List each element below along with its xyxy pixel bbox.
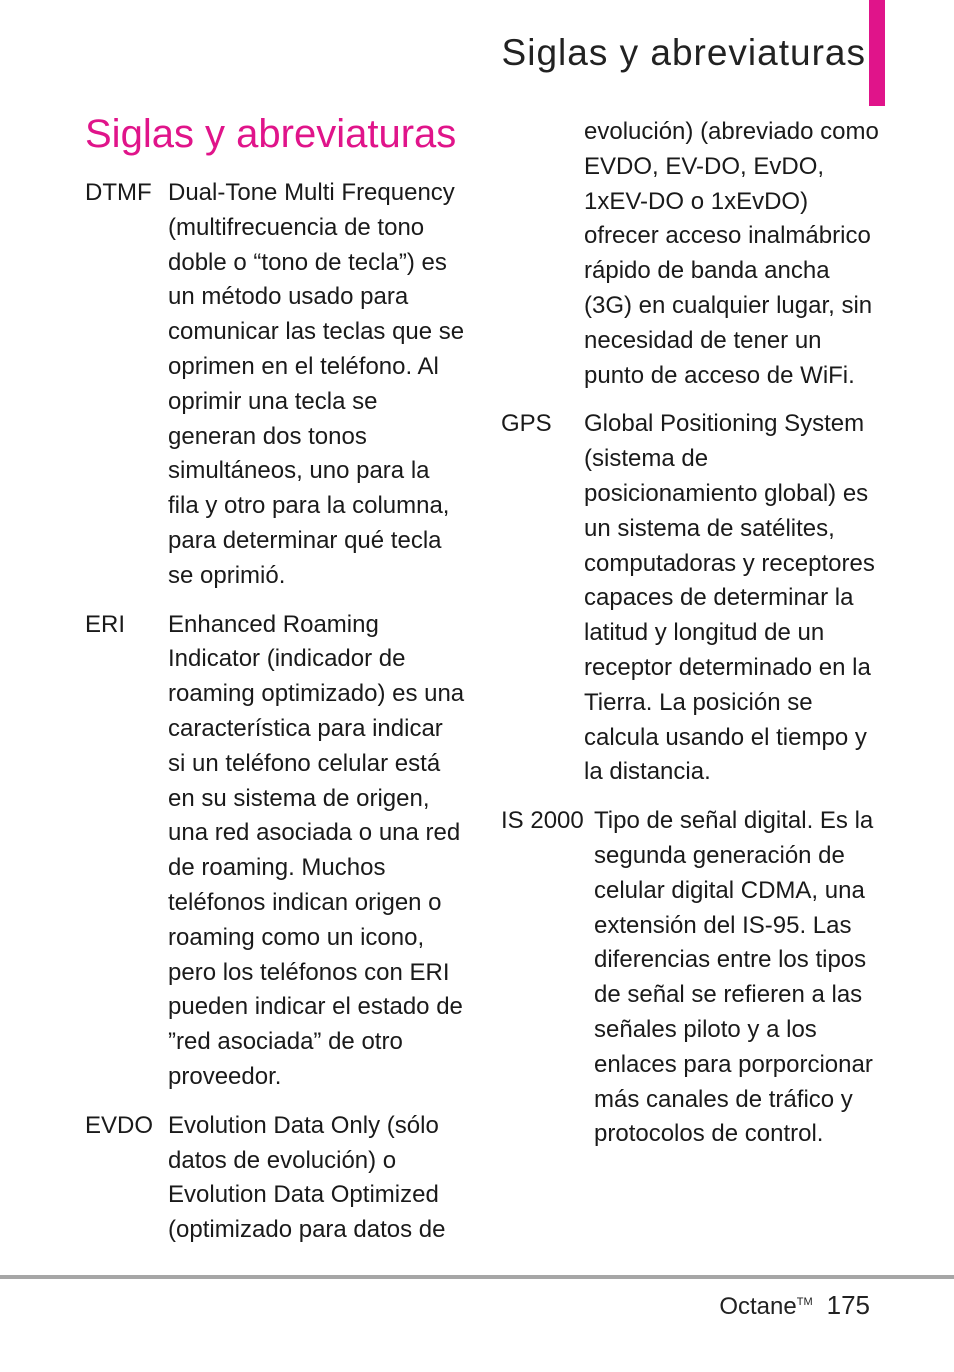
section-tab-marker <box>869 0 885 106</box>
glossary-term: DTMF <box>85 179 152 206</box>
glossary-definition: Tipo de señal digital. Es la segunda generación de celular digital CDMA, una extensión del IS-95. Las diferencias entre los tipos de señal se refieren a las señales piloto y a los enlaces para porporcionar más canales de tráfico y protocolos de control. <box>594 807 874 1148</box>
page-number: 175 <box>826 1290 870 1320</box>
glossary-term: ERI <box>85 610 126 638</box>
left-column <box>85 176 465 1262</box>
glossary-definition: Global Positioning System (sistema de posicionamiento global) es un sistema de satélites, computadoras y receptores capaces de determinar la latitud y longitud de un receptor determinado en la Tierra. La posición se calcula usando el tiempo y la distancia. <box>584 410 875 786</box>
glossary-definition: Evolution Data Only (sólo datos de evolución) o Evolution Data Optimized (optimizado para datos de <box>168 1111 446 1244</box>
glossary-definition: Dual-Tone Multi Frequency (multifrecuencia de tono doble o “tono de tecla”) es un método usado para comunicar las teclas que se oprimen en el teléfono. Al oprimir una tecla se generan dos tonos simultáneos, uno para la fila y otro para la columna, para determinar qué tecla se oprimió. <box>168 179 465 589</box>
glossary-entry-is2000 <box>501 804 881 1152</box>
running-header: Siglas y abreviaturas <box>501 32 866 73</box>
glossary-entry-gps <box>501 407 881 790</box>
trademark-mark: TM <box>796 1296 813 1308</box>
product-name <box>719 1293 812 1320</box>
glossary-entry-eri <box>85 608 465 1095</box>
glossary-entry-dtmf <box>85 176 465 594</box>
right-column <box>501 115 881 1166</box>
glossary-entry-evdo <box>85 1109 465 1248</box>
glossary-definition: Enhanced Roaming Indicator (indicador de roaming optimizado) es una característica para indicar si un teléfono celular está en su sistema de origen, una red asociada o una red de roaming. Muchos teléfonos indican origen o roaming como un icono, pero los teléfonos con ERI pueden indicar el estado de ”red asociada” de otro proveedor. <box>168 610 465 1090</box>
glossary-definition-continued: evolución) (abreviado como EVDO, EV-DO, EvDO, 1xEV-DO o 1xEvDO) ofrecer acceso inalmábrico rápido de banda ancha (3G) en cualquier lugar, sin necesidad de tener un punto de acceso de WiFi. <box>584 118 879 389</box>
glossary-term: IS 2000 <box>501 807 584 835</box>
page-footer <box>719 1290 870 1321</box>
glossary-term: EVDO <box>85 1111 154 1139</box>
product-name-text: Octane <box>719 1293 797 1320</box>
footer-divider <box>0 1275 954 1279</box>
section-title: Siglas y abreviaturas <box>85 112 457 156</box>
glossary-term: GPS <box>501 410 552 438</box>
